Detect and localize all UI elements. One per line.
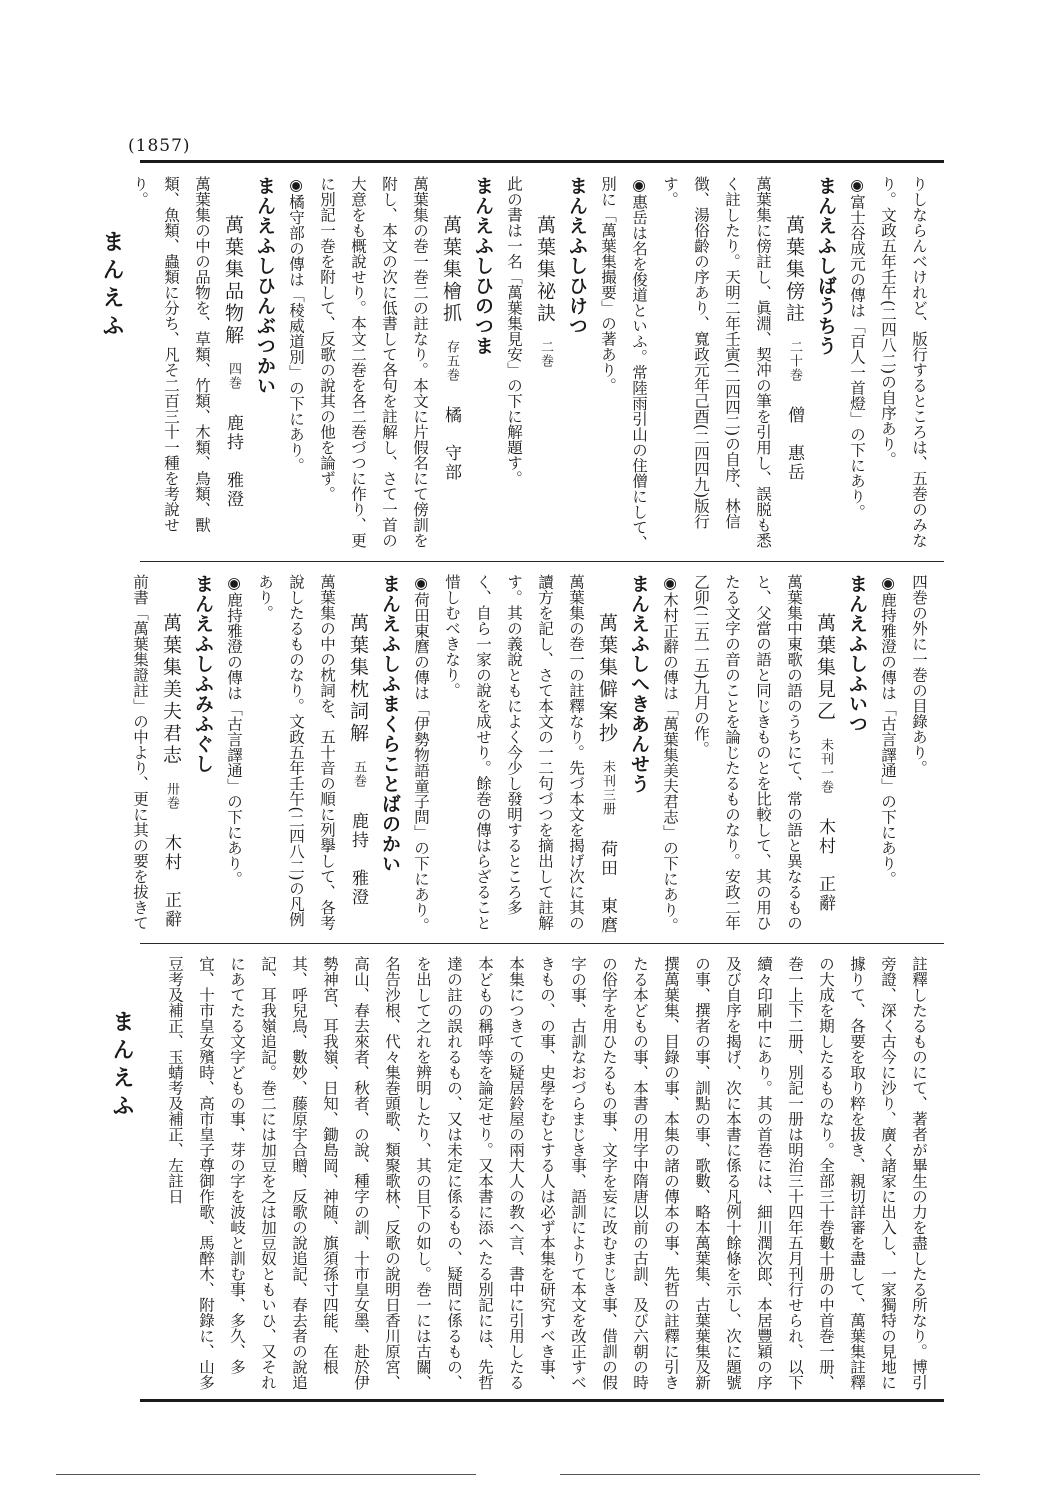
biography-note: ◉橘守部の傳は「稜威道別」の下にあり。 bbox=[287, 176, 305, 473]
book-author: 鹿持 雅澄 bbox=[348, 812, 368, 908]
book-title: 萬葉集枕詞解 bbox=[347, 612, 369, 745]
book-title: 萬葉集傍註 bbox=[783, 214, 805, 325]
volume-count: 未刊三册 bbox=[600, 760, 615, 817]
band-divider-2 bbox=[140, 943, 944, 944]
entry-description: 四巻の外に一巻の目錄あり。 bbox=[910, 574, 928, 776]
entry-headword: まんえふしばうちう bbox=[815, 176, 837, 356]
text-band-middle bbox=[131, 574, 934, 936]
entry-headword: まんえふしひのつま bbox=[472, 176, 494, 356]
book-author: 荷田 東麿 bbox=[597, 840, 617, 936]
entry-description: 此の書は一名「萬葉集見安」の下に解題す。 bbox=[505, 176, 523, 486]
text-band-upper bbox=[131, 176, 934, 554]
book-title: 萬葉集檜抓 bbox=[440, 214, 462, 325]
biography-note: ◉鹿持雅澄の傳は「古言譯通」の下にあり。 bbox=[225, 574, 243, 887]
entry-headword: まんえふしへきあんせう bbox=[628, 574, 650, 794]
entry-description: 前書「萬葉集證註」の中より、更に其の要を拔きて bbox=[131, 574, 149, 931]
entry-headword: まんえふしひんぶつかい bbox=[254, 176, 276, 396]
volume-count: 二十巻 bbox=[787, 340, 802, 383]
entry-title-line bbox=[435, 215, 467, 554]
entry-description: 萬葉集の中の品物を、草類、竹類、木類、鳥類、獸類、魚類、蟲類に分ち、凡そ二百三十一種を考說せり。 bbox=[131, 176, 211, 533]
side-mark-middle: まんえふ bbox=[109, 1010, 134, 1122]
footer-rule-left bbox=[56, 1474, 476, 1475]
text-band-lower bbox=[150, 956, 934, 1392]
biography-note: ◉富士谷成元の傳は「百人一首燈」の下にあり。 bbox=[848, 176, 866, 520]
biography-note: ◉鹿持雅澄の傳は「古言譯通」の下にあり。 bbox=[879, 574, 897, 887]
book-author: 橘 守部 bbox=[441, 406, 461, 483]
entry-description: 萬葉集の巻一巻二の註なり。本文に片假名にて傍訓を附し、本文の次に低書して各句を註解し、さて一首の大意をも概說せり。本文二巻を各二巻づつに作り、更に別記一巻を附して、反歌の說其の他を論ず。 bbox=[318, 176, 429, 548]
book-title: 萬葉集祕訣 bbox=[534, 214, 556, 325]
volume-count: 卅巻 bbox=[164, 782, 179, 811]
entry-headword: まんえふしふいつ bbox=[846, 574, 868, 734]
side-mark-top: まんえふ bbox=[99, 230, 124, 342]
book-author: 僧 惠岳 bbox=[784, 406, 804, 483]
footer-rule-right bbox=[560, 1474, 980, 1475]
volume-count: 四巻 bbox=[226, 362, 241, 391]
page-number: (1857) bbox=[128, 136, 191, 156]
volume-count: 未刊一巻 bbox=[818, 738, 833, 795]
entry-description: 萬葉集に傍註し、眞淵、契冲の筆を引用し、誤脱も悉く註したり。天明二年壬寅(二四四二)の自序、林信徴、湯俗齡の序あり、寬政元年己酉(二四四九)版行す。 bbox=[661, 176, 772, 548]
entry-title-line bbox=[591, 613, 623, 936]
volume-count: 二巻 bbox=[538, 340, 553, 369]
entry-description: 萬葉集の巻一の註釋なり。先づ本文を揭げ次に其の讀方を記し、さて本文の一二句づつを摘出して註解す。其の義說ともによく今少し發明するところ多く、自ら一家の說を成せり。餘巻の傳はらざること惜しむべきなり。 bbox=[443, 574, 585, 931]
entry-description: 萬葉集の中の枕詞を、五十音の順に列擧して、各考說したるものなり。文政五年壬午(二四八二)の凡例あり。 bbox=[256, 574, 336, 931]
entry-description: りしならんべけれど、版行するところは、五巻のみなり。文政五年壬午(二四八二)の自序あり。 bbox=[879, 176, 928, 548]
book-title: 萬葉集僻案抄 bbox=[596, 612, 618, 745]
band-divider-1 bbox=[140, 561, 944, 562]
entry-title-line bbox=[155, 613, 187, 936]
biography-note: ◉木村正辭の傳は「萬葉集美夫君志」の下にあり。 bbox=[661, 574, 679, 933]
entry-title-line bbox=[342, 613, 374, 936]
entry-headword: まんえふしひけつ bbox=[566, 176, 588, 336]
entry-headword: まんえふしふみふぐし bbox=[192, 574, 214, 774]
entry-description: 註釋したるものにて、著者が畢生の力を盡したる所なり。博引旁證、深く古今に沙り、廣く諸家に出入し、一家獨特の見地に據りて、各要を取り粹を拔き、親切詳審を盡して、萬葉集註釋の大成を期したるものなり。全部三十巻數十册の中首巻一册、巻一上下二册、別記一册は明治三十四年五月刊行せられ、以下續々印刷中にあり。其の首巻には、細川潤次郎、本居豐穎の序及び自序を揭げ、次に本書に係る凡例十餘條を示し、次に題號の事、撰者の事、訓點の事、歌數、略本萬葉集、古葉葉集及新撰萬葉集、目錄の事、本集の諸の傳本の事、先哲の註釋に引きたる本どもの事、本書の用字中隋唐以前の古訓、及び六朝の時の俗字を用ひたるもの事、文字を妄に改むまじき事、借訓の假字の事、古訓なおづらまじき事、語訓によりて本文を改正すべきもの、の事、史學をむとする人は必ず本集を研究すべき事、本集につきての疑居鈴屋の兩大人の教へ言、書中に引用したる本どもの稱呼等を論定せり。又本書に添へたる別記には、先哲達の註の誤れるもの、又は未定に係るもの、疑問に係るもの、を出して之れを辨明したり、其の目下の如し。巻一には古關、名告沙根、代々集巻頭歌、類聚歌林、反歌の說明日香川原宮、高山、春去來者、秋者、の說、種字の訓、十市皇女墨、赴於伊勢神宮、耳我嶺、日知、鋤島岡、神随、旗須孫寸四能、在根其、呼兒鳥、數妙、藤原宇合贈、反歌の說追記、春去者の說追記、耳我嶺追記。巻二には加豆を之は加豆奴ともいひ、又それにあてたる文字どもの事、芽の字を波岐と訓む事、多久、多宜、十市皇女殯時、高市皇子尊御作歌、馬醉木、附錄に、山多豆考及補正、玉蜻考及補正、左註日 bbox=[166, 956, 928, 1390]
entry-title-line bbox=[529, 215, 561, 554]
biography-note: ◉荷田東麿の傳は「伊勢物語童子問」の下にあり。 bbox=[412, 574, 430, 933]
book-author: 木村 正辭 bbox=[161, 834, 181, 930]
book-title: 萬葉集見乙 bbox=[814, 612, 836, 723]
entry-title-line bbox=[217, 215, 249, 554]
entry-title-line bbox=[809, 613, 841, 936]
entry-description: 萬葉集中東歌の語のうちにて、常の語と異なるものと、父當の語と同じきものとを比較して、其の用ひたる文字の音のことを論じたるものなり。安政二年乙卯(二五一五)九月の作。 bbox=[692, 574, 803, 931]
entry-headword: まんえふしふまくらことばのかい bbox=[379, 574, 401, 874]
book-title: 萬葉集品物解 bbox=[222, 214, 244, 347]
volume-count: 五巻 bbox=[351, 760, 366, 789]
book-title: 萬葉集美夫君志 bbox=[160, 612, 182, 767]
entry-title-line bbox=[778, 215, 810, 554]
book-author: 木村 正辭 bbox=[815, 818, 835, 914]
biography-note: ◉惠岳は名を俊道といふ。常陸雨引山の住僧にして、別に「萬葉集撮要」の著あり。 bbox=[599, 176, 648, 551]
volume-count: 存五巻 bbox=[444, 340, 459, 383]
book-author: 鹿持 雅澄 bbox=[223, 414, 243, 510]
